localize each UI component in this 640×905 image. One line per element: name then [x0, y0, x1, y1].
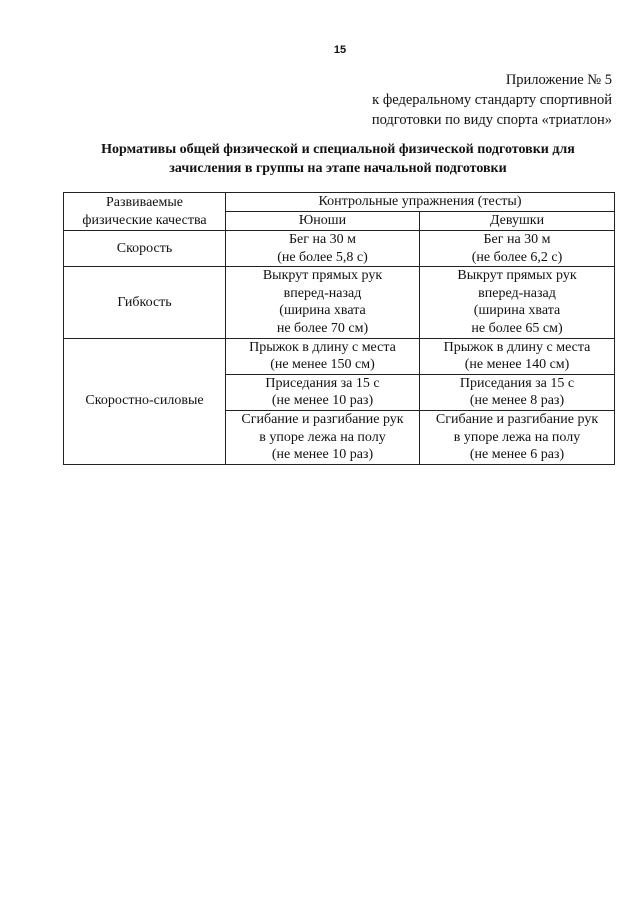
girls-cell	[420, 267, 615, 338]
cell-line: (не более 6,2 с)	[471, 249, 563, 265]
cell-line: Прыжок в длину с места	[443, 339, 591, 355]
cell-line: Бег на 30 м	[483, 232, 551, 247]
girls-cell	[420, 338, 615, 374]
cell-line: (ширина хвата	[279, 303, 366, 319]
cell-line: (не менее 6 раз)	[469, 447, 565, 463]
appendix-line-1: Приложение № 5	[505, 72, 612, 88]
cell-line: Выкрут прямых рук	[262, 268, 383, 284]
appendix-line-2: к федеральному стандарту спортивной	[372, 92, 612, 108]
quality-cell: Гибкость	[64, 267, 226, 338]
header-qualities-line-1: Развиваемые	[106, 194, 183, 210]
cell-line: (не менее 10 раз)	[271, 393, 374, 409]
cell-line: не более 65 см)	[471, 320, 563, 336]
title-line-1: Нормативы общей физической и специальной физической подготовки для	[101, 142, 575, 157]
cell-line: Приседания за 15 с	[459, 375, 575, 391]
cell-line: в упоре лежа на полу	[259, 429, 386, 445]
cell-line: (не менее 10 раз)	[271, 447, 374, 463]
girls-cell	[420, 410, 615, 464]
boys-cell	[226, 267, 420, 338]
cell-line: Сгибание и разгибание рук	[241, 411, 404, 427]
boys-cell	[226, 374, 420, 410]
boys-cell	[226, 338, 420, 374]
appendix-header	[372, 70, 612, 130]
page-number: 15	[333, 44, 347, 56]
cell-line: Сгибание и разгибание рук	[435, 411, 599, 427]
cell-line: Прыжок в длину с места	[249, 339, 396, 355]
table-row	[64, 231, 615, 267]
cell-line: (ширина хвата	[473, 303, 561, 319]
cell-line: Бег на 30 м	[288, 232, 357, 247]
table-header-row	[64, 193, 615, 212]
quality-cell: Скорость	[64, 231, 226, 267]
cell-line: вперед-назад	[478, 285, 556, 301]
document-title	[62, 140, 614, 178]
header-girls: Девушки	[420, 212, 615, 231]
header-boys: Юноши	[226, 212, 420, 231]
quality-cell: Скоростно-силовые	[64, 338, 226, 464]
cell-line: не более 70 см)	[276, 320, 369, 336]
cell-line: Приседания за 15 с	[265, 375, 380, 391]
norms-table	[63, 192, 615, 465]
boys-cell	[226, 231, 420, 267]
cell-line: вперед-назад	[283, 285, 362, 301]
header-qualities-line-2: физические качества	[82, 212, 207, 228]
header-qualities	[64, 193, 226, 231]
girls-cell	[420, 374, 615, 410]
cell-line: Выкрут прямых рук	[457, 268, 577, 284]
boys-cell	[226, 410, 420, 464]
title-line-2: зачисления в группы на этапе начальной подготовки	[169, 161, 507, 176]
cell-line: (не менее 8 раз)	[469, 393, 565, 409]
cell-line: (не менее 140 см)	[464, 357, 570, 373]
girls-cell	[420, 231, 615, 267]
header-tests: Контрольные упражнения (тесты)	[226, 193, 615, 212]
cell-line: в упоре лежа на полу	[453, 429, 581, 445]
cell-line: (не менее 150 см)	[270, 357, 375, 373]
appendix-line-3: подготовки по виду спорта «триатлон»	[371, 112, 612, 128]
table-row	[64, 338, 615, 374]
cell-line: (не более 5,8 с)	[277, 249, 368, 265]
table-row	[64, 267, 615, 338]
